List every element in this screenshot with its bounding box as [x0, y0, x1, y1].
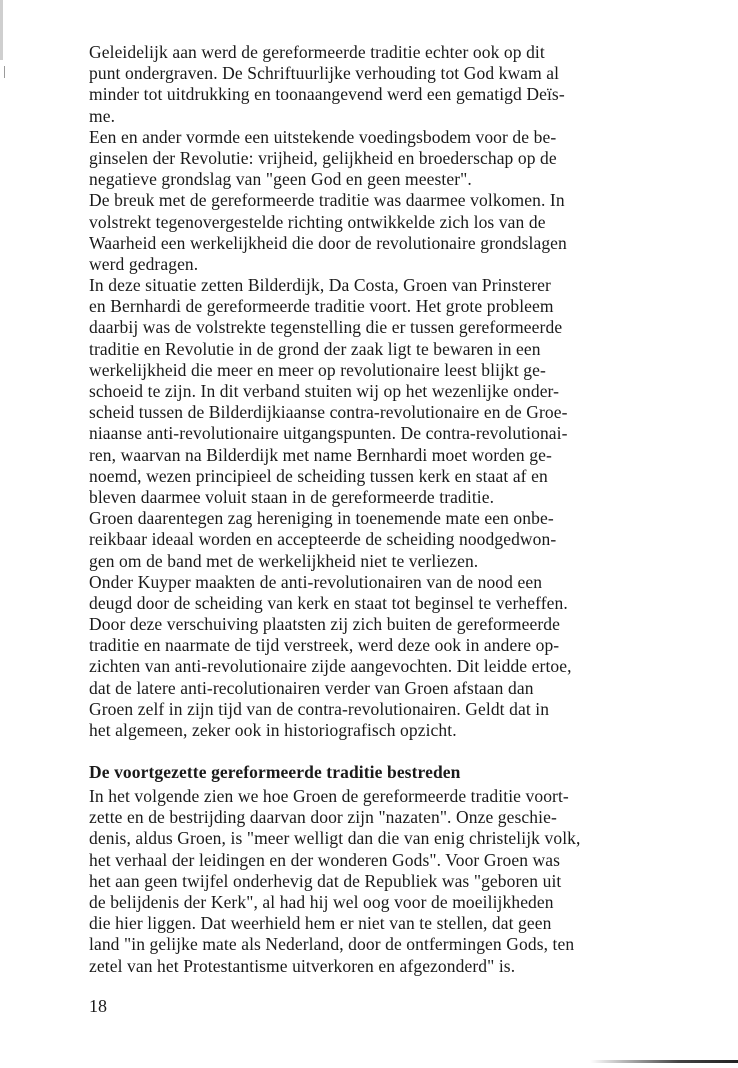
text-line: Groen zelf in zijn tijd van de contra-revolutionairen. Geldt dat in — [89, 698, 550, 719]
text-line: zette en de bestrijding daarvan door zijn "nazaten". Onze geschie- — [89, 807, 557, 828]
scan-edge-tick — [4, 66, 5, 78]
text-line: werkelijkheid die meer en meer op revolutionaire leest blijkt ge- — [89, 359, 546, 380]
text-line: Een en ander vormde een uitstekende voedingsbodem voor de be- — [89, 126, 557, 147]
text-line: traditie en Revolutie in de grond der zaak ligt te bewaren in een — [89, 338, 541, 359]
section-heading: De voortgezette gereformeerde traditie bestreden — [89, 762, 461, 782]
text-line: reikbaar ideaal worden en accepteerde de scheiding noodgedwon- — [89, 529, 557, 550]
text-line: die hier liggen. Dat weerhield hem er niet van te stellen, dat geen — [89, 913, 552, 934]
text-line: volstrekt tegenovergestelde richting ontwikkelde zich los van de — [89, 211, 546, 232]
text-line: deugd door de scheiding van kerk en staat tot beginsel te verheffen. — [89, 592, 568, 613]
text-line: Onder Kuyper maakten de anti-revolutionairen van de nood een — [89, 571, 543, 592]
text-line: minder tot uitdrukking en toonaangevend werd een gematigd Deïs- — [89, 84, 565, 105]
text-line: In deze situatie zetten Bilderdijk, Da Costa, Groen van Prinsterer — [89, 275, 551, 296]
text-line: traditie en naarmate de tijd verstreek, werd deze ook in andere op- — [89, 635, 560, 656]
text-line: het aan geen twijfel onderhevig dat de Republiek was "geboren uit — [89, 870, 562, 891]
text-line: dat de latere anti-recolutionairen verder van Groen afstaan dan — [89, 677, 534, 698]
text-line: scheid tussen de Bilderdijkiaanse contra-revolutionaire en de Groe- — [89, 402, 568, 423]
text-line: het algemeen, zeker ook in historiografisch opzicht. — [89, 720, 457, 740]
text-line: ren, waarvan na Bilderdijk met name Bernhardi moet worden ge- — [89, 444, 552, 465]
text-line: zichten van anti-revolutionaire zijde aangevochten. Dit leidde ertoe, — [89, 656, 572, 677]
text-line: werd gedragen. — [89, 253, 199, 274]
scan-bottom-shadow — [590, 1060, 738, 1063]
text-line: zetel van het Protestantisme uitverkoren en afgezonderd" is. — [89, 955, 516, 976]
text-line: negatieve grondslag van "geen God en geen meester". — [89, 169, 472, 190]
text-line: schoeid te zijn. In dit verband stuiten wij op het wezenlijke onder- — [89, 381, 560, 401]
text-line: gen om de band met de werkelijkheid niet te verliezen. — [89, 550, 479, 571]
scan-edge-shadow — [0, 0, 3, 60]
text-line: punt ondergraven. De Schriftuurlijke verhouding tot God kwam al — [89, 63, 560, 84]
text-line: niaanse anti-revolutionaire uitgangspunten. De contra-revolutionai- — [89, 423, 568, 444]
text-line: het verhaal der leidingen en der wonderen Gods". Voor Groen was — [89, 849, 561, 870]
text-line: me. — [89, 105, 116, 126]
page-number: 18 — [89, 996, 107, 1016]
text-line: Door deze verschuiving plaatsten zij zich buiten de gereformeerde — [89, 614, 561, 635]
text-line: Geleidelijk aan werd de gereformeerde traditie echter ook op dit — [89, 42, 545, 62]
text-line: denis, aldus Groen, is "meer welligt dan die van enig christelijk volk, — [89, 828, 581, 849]
text-line: noemd, wezen principieel de scheiding tussen kerk en staat af en — [89, 465, 548, 486]
section-text — [89, 786, 709, 977]
text-line: In het volgende zien we hoe Groen de gereformeerde traditie voort- — [89, 786, 569, 806]
text-line: de belijdenis der Kerk", al had hij wel oog voor de moeilijkheden — [89, 891, 554, 912]
body-text — [89, 42, 709, 741]
text-line: Waarheid een werkelijkheid die door de revolutionaire grondslagen — [89, 232, 567, 253]
text-line: De breuk met de gereformeerde traditie was daarmee volkomen. In — [89, 190, 565, 211]
text-line: land "in gelijke mate als Nederland, door de ontfermingen Gods, ten — [89, 934, 575, 955]
text-line: en Bernhardi de gereformeerde traditie voort. Het grote probleem — [89, 296, 554, 317]
text-line: bleven daarmee voluit staan in de gereformeerde traditie. — [89, 486, 495, 507]
text-line: daarbij was de volstrekte tegenstelling die er tussen gereformeerde — [89, 317, 563, 338]
text-line: Groen daarentegen zag hereniging in toenemende mate een onbe- — [89, 508, 554, 529]
text-line: ginselen der Revolutie: vrijheid, gelijkheid en broederschap op de — [89, 147, 557, 168]
